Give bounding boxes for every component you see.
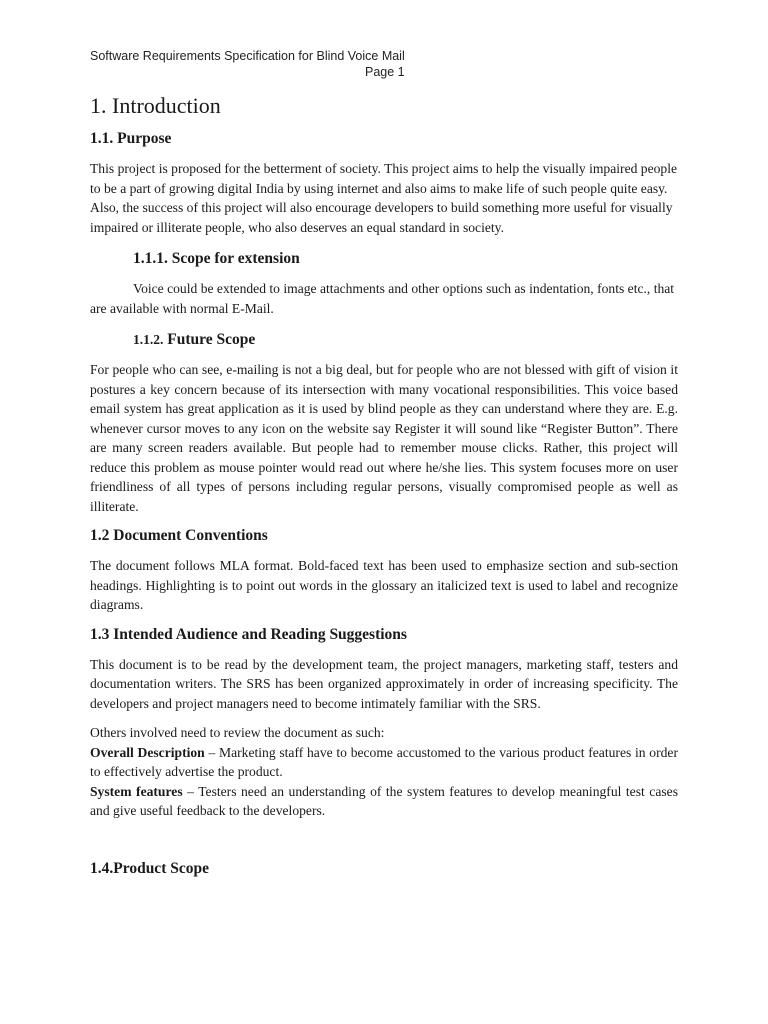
scope-extension-paragraph: Voice could be extended to image attachments and other options such as indentation, fonts etc., that are available with normal E-Mail.	[90, 281, 675, 316]
document-page	[90, 48, 678, 889]
future-scope-heading	[133, 330, 678, 350]
product-scope-heading: 1.4.Product Scope	[90, 859, 209, 877]
introduction-heading: 1. Introduction	[90, 93, 221, 118]
page-number: Page 1	[365, 65, 405, 79]
section-spacer	[90, 831, 678, 849]
overall-description-item	[90, 743, 678, 782]
scope-extension-heading: 1.1.1. Scope for extension	[133, 250, 300, 267]
future-scope-paragraph: For people who can see, e-mailing is not a big deal, but for people who are not blessed with gift of vision it postures a key concern because of its intersection with many vocational responsibilities. This voice based email system has great application as it is used by blind people as they can understand where they are. E.g. whenever cursor moves to any icon on the website say Register it will sound like “Register Button”. There are many screen readers available. But people had to remember mouse clicks. Rather, this project will reduce this problem as mouse pointer would read out where he/she lies. This system focuses more on user friendliness of all types of persons including regular persons, visually compromised people as well as illiterate.	[90, 362, 678, 514]
audience-paragraph: This document is to be read by the development team, the project managers, marketing staff, testers and documentation writers. The SRS has been organized approximately in order of increasing specificity. The developers and project managers need to become intimately familiar with the SRS.	[90, 656, 678, 711]
others-line: Others involved need to review the document as such:	[90, 725, 385, 740]
purpose-heading: 1.1. Purpose	[90, 130, 172, 147]
system-features-item	[90, 782, 678, 821]
system-features-text: – Testers need an understanding of the system features to develop meaningful test cases and give useful feedback to the developers.	[90, 783, 678, 818]
future-scope-title: Future Scope	[167, 331, 256, 348]
audience-heading: 1.3 Intended Audience and Reading Suggestions	[90, 625, 407, 643]
running-header: Software Requirements Specification for Blind Voice Mail	[90, 49, 405, 63]
purpose-paragraph: This project is proposed for the betterment of society. This project aims to help the visually impaired people to be a part of growing digital India by using internet and also aims to make life of such people quite easy. Also, the success of this project will also encourage developers to build something more useful for visually impaired or illiterate people, who also deserves an equal standard in society.	[90, 161, 678, 235]
conventions-paragraph: The document follows MLA format. Bold-faced text has been used to emphasize section and sub-section headings. Highlighting is to point out words in the glossary an italicized text is used to label and recognize diagrams.	[90, 558, 678, 612]
conventions-heading: 1.2 Document Conventions	[90, 527, 268, 544]
overall-description-text: – Marketing staff have to become accustomed to the various product features in order to effectively advertise the product.	[90, 744, 678, 779]
future-scope-number: 1.1.2.	[133, 332, 164, 347]
system-features-label: System features	[90, 783, 183, 799]
overall-description-label: Overall Description	[90, 744, 205, 760]
